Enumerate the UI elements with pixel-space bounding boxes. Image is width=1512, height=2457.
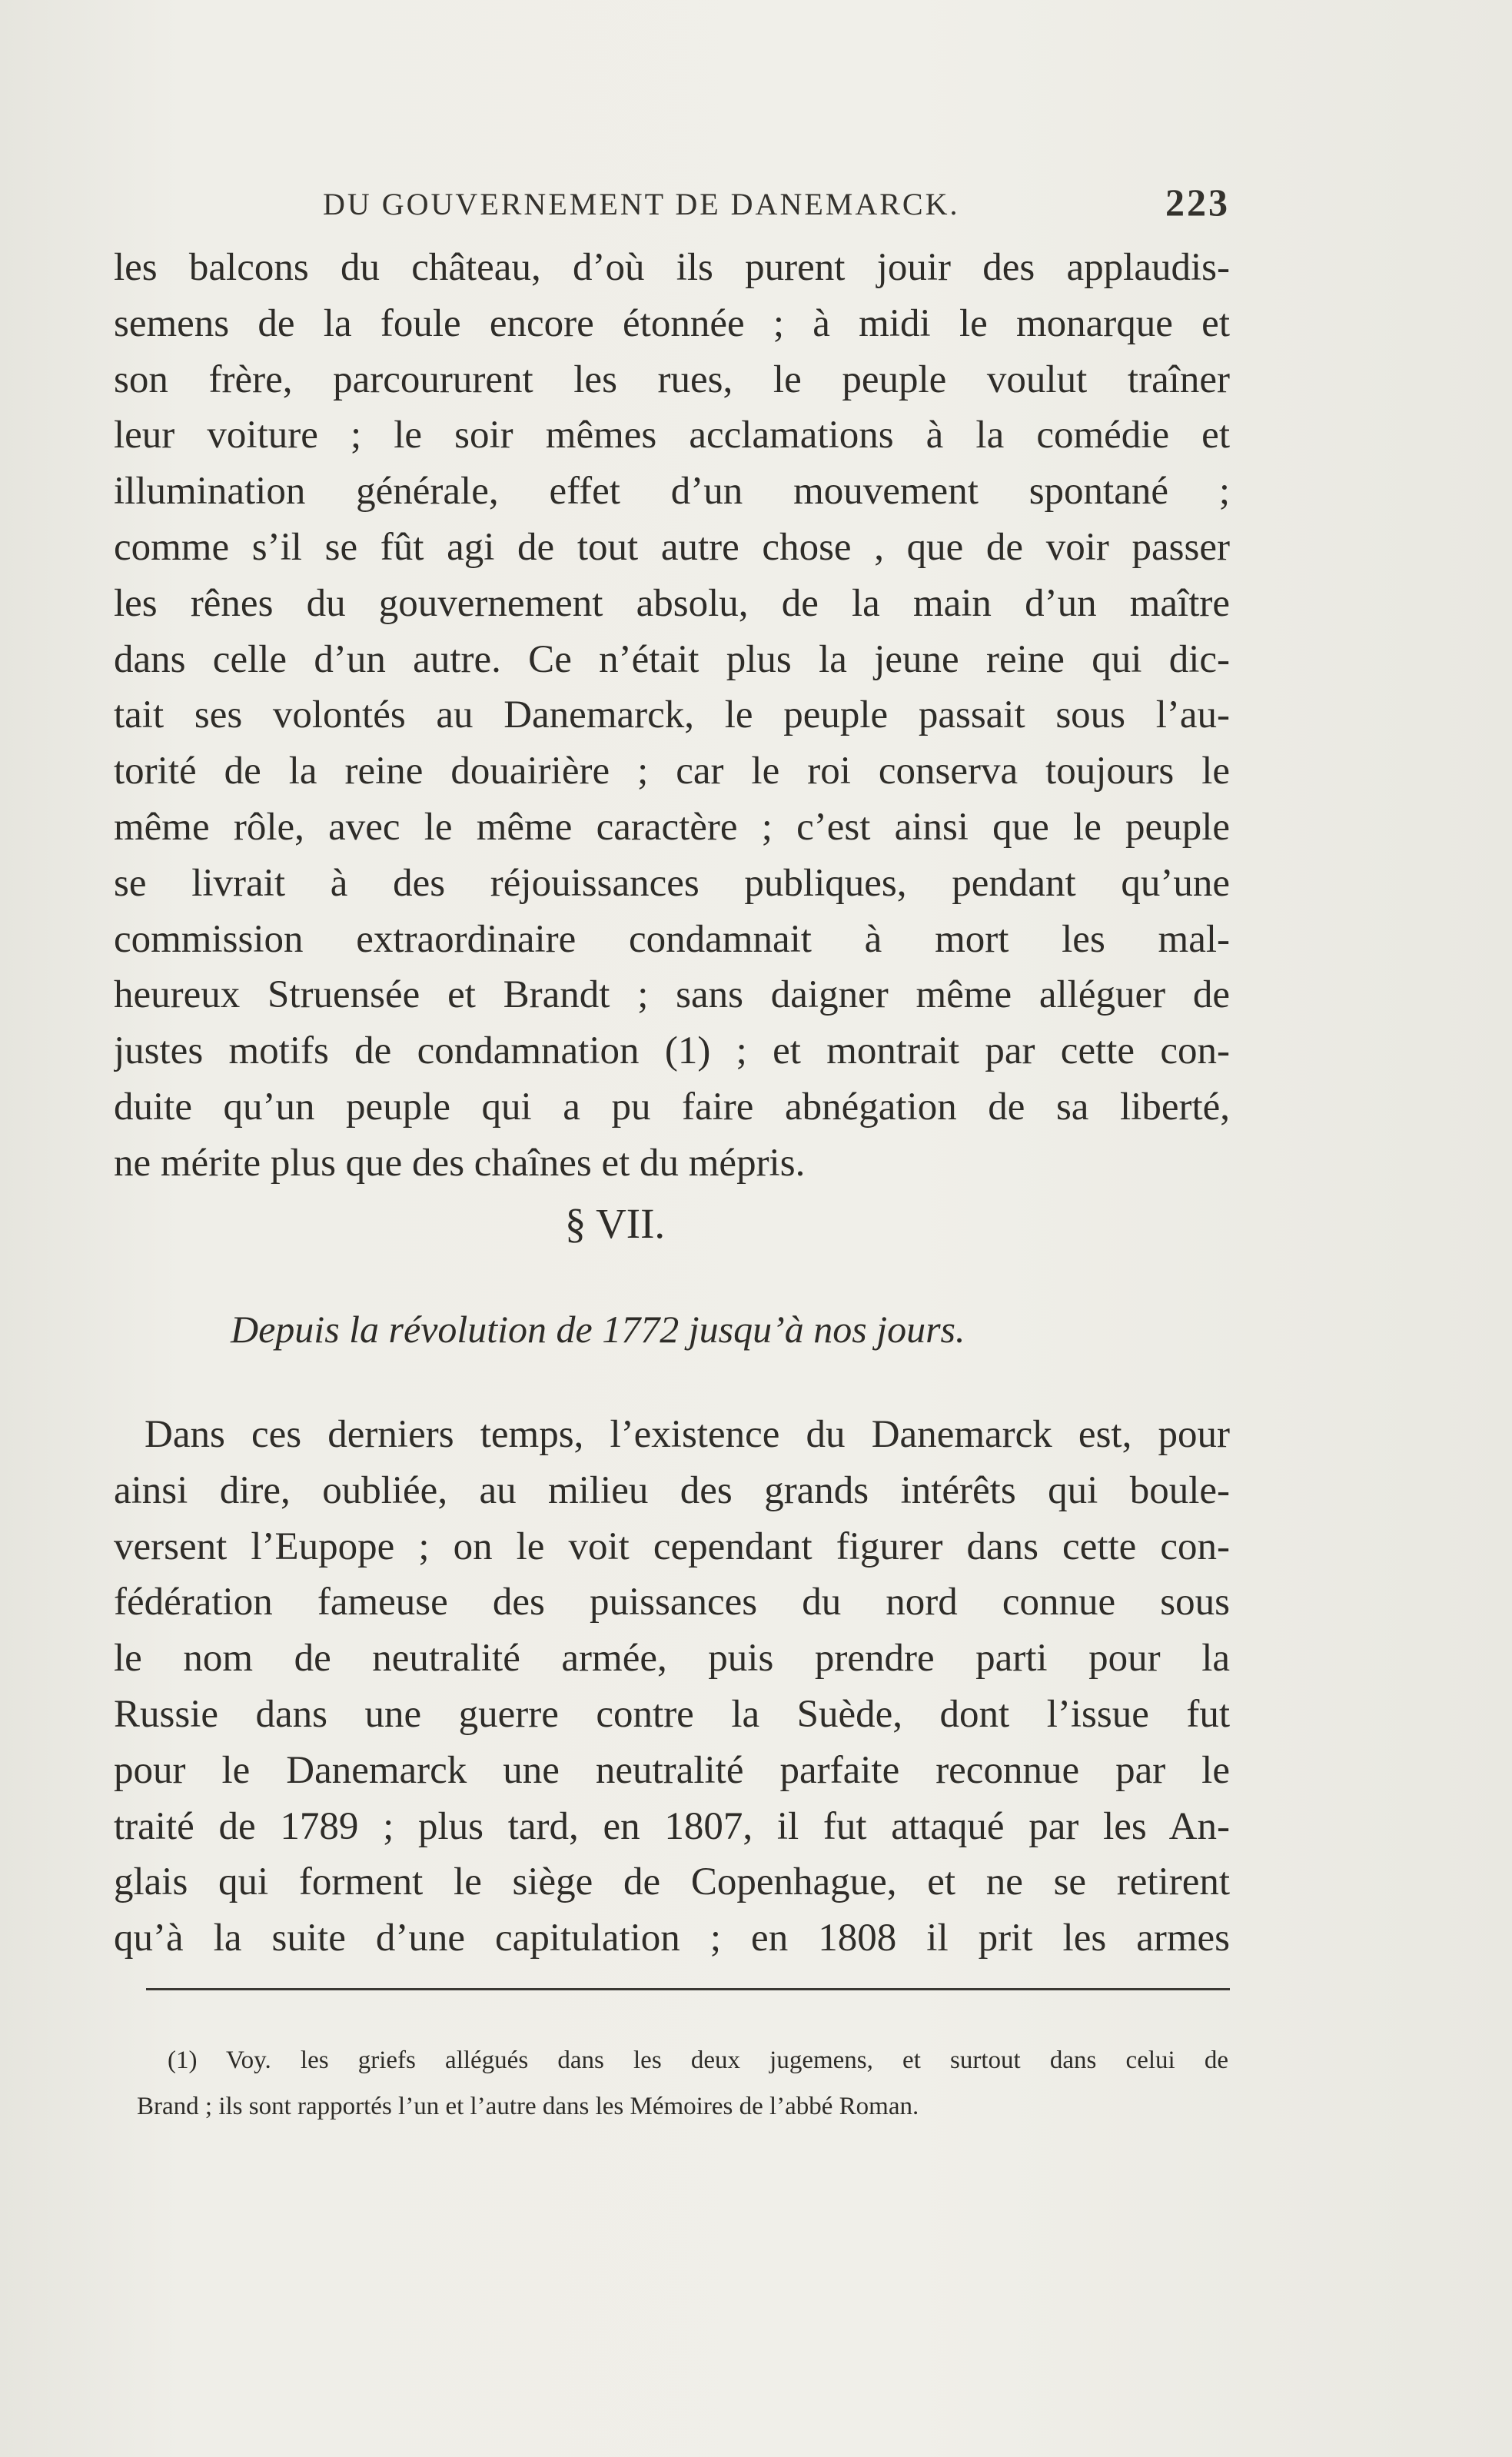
text-line: Russie dans une guerre contre la Suède, dont l’issue fut <box>114 1692 1230 1736</box>
text-line: traité de 1789 ; plus tard, en 1807, il fut attaqué par les An- <box>114 1804 1230 1848</box>
text-line: ainsi dire, oubliée, au milieu des grands intérêts qui boule- <box>114 1468 1230 1512</box>
text-line: son frère, parcoururent les rues, le peuple voulut traîner <box>114 357 1230 401</box>
text-line: comme s’il se fût agi de tout autre chose , que de voir passer <box>114 525 1230 569</box>
text-line: ne mérite plus que des chaînes et du mépris. <box>114 1141 806 1185</box>
text-line: les balcons du château, d’où ils purent jouir des applaudis- <box>114 246 1230 289</box>
text-line: heureux Struensée et Brandt ; sans daigner même alléguer de <box>114 973 1230 1017</box>
text-line: versent l’Eupope ; on le voit cependant figurer dans cette con- <box>114 1524 1230 1568</box>
footnote-divider <box>146 1988 1230 1990</box>
text-line: pour le Danemarck une neutralité parfaite reconnue par le <box>114 1748 1230 1792</box>
text-line: même rôle, avec le même caractère ; c’est ainsi que le peuple <box>114 805 1230 849</box>
footnote-line: Brand ; ils sont rapportés l’un et l’autre dans les Mémoires de l’abbé Roman. <box>137 2093 919 2120</box>
text-line: fédération fameuse des puissances du nord connue sous <box>114 1581 1230 1624</box>
section-heading: § VII. <box>564 1200 666 1247</box>
footnote <box>137 2037 1228 2130</box>
paragraph-1 <box>114 240 1230 1192</box>
text-line: les rênes du gouvernement absolu, de la main d’un maître <box>114 581 1230 625</box>
text-line: Dans ces derniers temps, l’existence du Danemarck est, pour <box>145 1413 1230 1456</box>
text-line: tait ses volontés au Danemarck, le peuple passait sous l’au- <box>114 693 1230 737</box>
paragraph-2 <box>114 1407 1230 1967</box>
text-line: qu’à la suite d’une capitulation ; en 1808 il prit les armes <box>114 1917 1230 1960</box>
text-line: semens de la foule encore étonnée ; à midi le monarque et <box>114 301 1230 345</box>
text-line: duite qu’un peuple qui a pu faire abnégation de sa liberté, <box>114 1085 1230 1129</box>
text-line: torité de la reine douairière ; car le roi conserva toujours le <box>114 750 1230 793</box>
text-line: justes motifs de condamnation (1) ; et montrait par cette con- <box>114 1029 1230 1073</box>
page-number: 223 <box>1165 181 1230 224</box>
running-title: DU GOUVERNEMENT DE DANEMARCK. <box>323 187 960 221</box>
text-line: le nom de neutralité armée, puis prendre parti pour la <box>114 1637 1230 1681</box>
text-line: se livrait à des réjouissances publiques, pendant qu’une <box>114 861 1230 905</box>
text-line: commission extraordinaire condamnait à mort les mal- <box>114 917 1230 961</box>
text-line: dans celle d’un autre. Ce n’était plus la jeune reine qui dic- <box>114 637 1230 681</box>
footnote-line: (1) Voy. les griefs allégués dans les deux jugemens, et surtout dans celui de <box>168 2046 1228 2074</box>
section-subtitle: Depuis la révolution de 1772 jusqu’à nos jours. <box>231 1308 965 1351</box>
page-header <box>323 175 1230 229</box>
text-line: illumination générale, effet d’un mouvement spontané ; <box>114 470 1230 514</box>
text-line: leur voiture ; le soir mêmes acclamations à la comédie et <box>114 414 1230 457</box>
text-line: glais qui forment le siège de Copenhague, et ne se retirent <box>114 1860 1230 1904</box>
